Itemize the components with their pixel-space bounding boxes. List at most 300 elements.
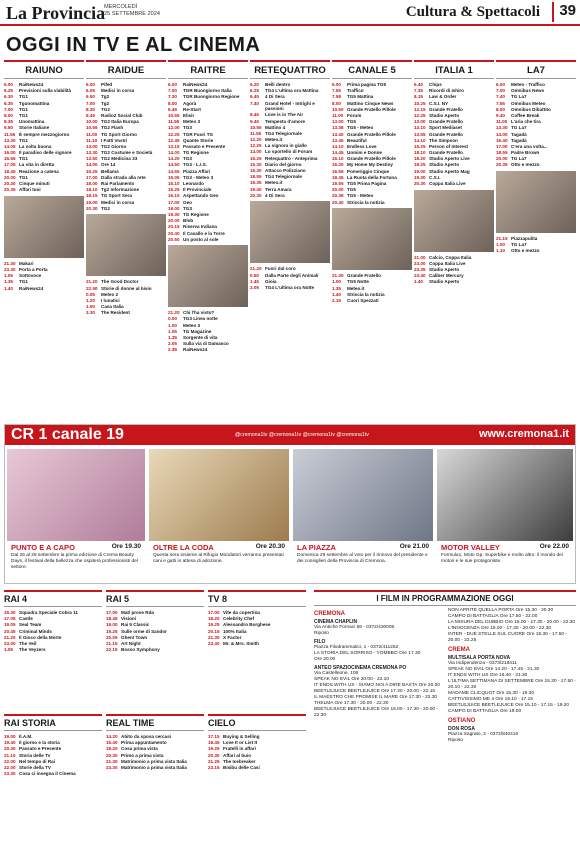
program-row <box>414 267 494 273</box>
program-time: 15.10 <box>168 181 180 186</box>
program-row <box>4 101 84 107</box>
tile-desc: Questa sera insieme al Rifugio Mondatori verranno presentati cani e gatti in attesa di adozione. <box>153 553 284 564</box>
program-row <box>332 162 412 168</box>
program-row <box>86 156 166 162</box>
program-title: Grande Fratello <box>429 150 463 156</box>
program-title: Prima appuntamento <box>121 740 167 746</box>
program-photo <box>414 190 494 252</box>
program-time: 7.55 <box>332 88 341 94</box>
program-row <box>414 132 494 138</box>
program-time: 11.00 <box>86 131 98 137</box>
film-entry: BEETLEJUICE BEETLEJUICE Ore 17.30 - 20.00 - 22.15 <box>314 689 436 694</box>
program-photo <box>4 196 84 258</box>
cinema-name: ANTEO SPAZIOCINEMA CREMONA PO <box>314 665 407 671</box>
program-row <box>86 169 166 175</box>
program-title: Terra Amara <box>265 186 292 192</box>
program-row <box>168 218 248 224</box>
program-row <box>106 622 204 628</box>
program-title: TG5 Mattina <box>347 94 374 100</box>
program-title: La volta buona <box>19 143 52 149</box>
program-row <box>168 138 248 144</box>
program-title: Studio Aperto <box>429 279 460 285</box>
program-row <box>414 261 494 267</box>
program-time: 20.35 <box>496 162 508 168</box>
program-title: Calcio, Coppa Italia <box>429 254 472 260</box>
program-row <box>332 279 412 285</box>
program-time: 14.00 <box>496 131 508 137</box>
program-row <box>86 94 166 100</box>
program-time: 21.30 <box>4 260 16 266</box>
program-row <box>4 740 102 746</box>
program-title: Vite da copertina <box>223 610 260 615</box>
film-entry: SPEAK NO EVIL Ore 14.20 - 17.45 - 21.30 <box>448 667 540 672</box>
program-row <box>86 125 166 131</box>
program-time: 19.00 <box>414 168 426 174</box>
program-row <box>4 629 102 635</box>
program-time: 18.20 <box>106 746 118 752</box>
program-row <box>414 107 494 113</box>
program-title: Buying & Selling <box>223 734 260 739</box>
program-row <box>168 341 248 347</box>
cinema-address: Piazza Sagrato, 2 - 0372/840416 <box>448 732 519 737</box>
program-row <box>168 237 248 243</box>
program-row <box>208 641 306 647</box>
program-title: Cosa ci insegna il Cinema <box>19 771 76 777</box>
program-time: 11.55 <box>4 131 16 137</box>
program-row <box>168 82 248 88</box>
program-title: Attacco Polizziano <box>265 168 306 174</box>
program-row <box>332 125 412 131</box>
program-title: Il paradiso delle signore <box>19 150 72 156</box>
bottom-channel-column <box>208 590 306 710</box>
program-title: Tgunomattina <box>19 100 50 106</box>
program-title: Caliber Mercury <box>429 273 464 279</box>
channel-column <box>168 60 248 420</box>
program-title: Coppa Italia Live <box>429 260 466 266</box>
program-time: 20.50 <box>168 236 180 242</box>
program-row <box>106 635 204 641</box>
tile-title: PUNTO E A CAPO <box>11 543 75 552</box>
bottom-channel-column <box>106 590 204 710</box>
program-title: Affari tuoi <box>19 187 41 193</box>
program-title: Aspettando Geo <box>183 193 219 199</box>
program-title: TG3 - L.I.S. <box>183 162 207 168</box>
program-title: Alessandro Borghese <box>223 622 271 628</box>
program-row <box>250 143 330 149</box>
program-title: Mattino Cinque News <box>347 100 394 106</box>
program-row <box>86 162 166 168</box>
program-time: 12.25 <box>250 143 262 149</box>
program-row <box>168 193 248 199</box>
program-title: C.S.I. NY <box>429 100 449 106</box>
program-photo <box>332 208 412 270</box>
program-time: 20.15 <box>168 224 180 230</box>
program-row <box>4 156 84 162</box>
program-title: Affari al buio <box>223 752 252 758</box>
program-row <box>4 82 84 88</box>
film-entry: LA STORIA DEL SORRISO - YOMBBO Ore 17.30 <box>314 651 421 656</box>
page-header <box>0 0 580 26</box>
program-title: Ghent Town <box>121 634 148 640</box>
program-time: 20.38 <box>332 193 344 199</box>
program-title: The Good Doctor <box>101 279 139 285</box>
program-time: 14.00 <box>250 149 262 155</box>
program-time: 6.00 <box>496 82 505 87</box>
program-time: 14.20 <box>106 734 118 739</box>
program-time: 16.15 <box>168 193 180 199</box>
program-title: Otto e mezzo <box>511 162 540 168</box>
tile-time: Ore 22.00 <box>539 543 569 550</box>
program-title: The Resident <box>101 310 130 316</box>
program-time: 17.15 <box>208 734 220 739</box>
program-title: Riserva Indiana <box>183 224 217 230</box>
program-title: Tempesta d'amore <box>265 118 306 124</box>
program-time: 17.00 <box>168 199 180 205</box>
program-title: Striscia la notizia <box>347 291 385 297</box>
channel-name: RAI 4 <box>4 590 102 607</box>
program-title: Law & Order <box>429 94 457 100</box>
program-row <box>496 236 576 242</box>
program-row <box>208 616 306 622</box>
program-row <box>168 101 248 107</box>
program-time: 20.40 <box>332 199 344 205</box>
program-time: 21.20 <box>250 266 262 272</box>
program-row <box>4 261 84 267</box>
program-time: 23.30 <box>4 771 16 777</box>
films-section <box>314 590 576 838</box>
program-title: Mr. & Mrs. Smith <box>223 640 259 646</box>
film-entry: SPEAK NO EVIL Ore 20.00 - 22.10 <box>314 677 390 682</box>
program-time: 7.55 <box>496 100 505 106</box>
program-time: 21.20 <box>4 634 16 640</box>
program-title: TG3 - Meteo 3 <box>183 174 214 180</box>
program-time: 14.10 <box>332 143 344 149</box>
program-title: Matrimonio a prima vista Italia <box>121 764 187 770</box>
program-row <box>168 94 248 100</box>
program-time: 7.00 <box>496 88 505 94</box>
program-title: TG2 <box>101 205 110 211</box>
program-time: 16.55 <box>332 168 344 174</box>
tile-time: Ore 20.30 <box>255 543 285 550</box>
program-title: Art Night <box>121 640 141 646</box>
program-row <box>414 150 494 156</box>
program-time: 9.45 <box>168 106 177 112</box>
program-row <box>208 765 306 771</box>
channel-name: RAIUNO <box>4 60 84 79</box>
program-title: My Home My Destiny <box>347 162 393 168</box>
program-title: La signora in giallo <box>265 143 307 149</box>
program-row <box>332 113 412 119</box>
program-time: 15.25 <box>86 168 98 174</box>
program-time: 1.35 <box>168 335 177 341</box>
program-time: 18.20 <box>208 616 220 622</box>
program-time: 19.00 <box>106 622 118 628</box>
program-row <box>250 131 330 137</box>
program-row <box>250 101 330 112</box>
program-row <box>496 119 576 125</box>
program-title: Makari <box>19 260 34 266</box>
program-row <box>168 187 248 193</box>
program-time: 1.05 <box>4 647 13 653</box>
program-row <box>496 107 576 113</box>
program-row <box>168 162 248 168</box>
program-title: RaiNews24 <box>19 285 44 291</box>
program-title: Pomeriggio Cinque <box>347 168 390 174</box>
program-title: Seal Team <box>19 622 42 628</box>
program-time: 8.45 <box>250 112 259 118</box>
tv-schedule-columns <box>4 60 576 420</box>
films-heading: I FILM IN PROGRAMMAZIONE OGGI <box>314 590 576 606</box>
channel-name: TV 8 <box>208 590 306 607</box>
program-row <box>496 150 576 156</box>
program-title: Grande Fratello <box>429 119 463 125</box>
program-time: 6.00 <box>168 82 177 87</box>
program-title: The Veil <box>19 640 37 646</box>
program-row <box>168 323 248 329</box>
program-row <box>168 113 248 119</box>
program-title: Un posto al sole <box>183 236 219 242</box>
program-time: 13.55 <box>414 131 426 137</box>
program-time: 7.40 <box>496 94 505 100</box>
program-title: Prima pagina TG5 <box>347 82 387 87</box>
program-row <box>168 175 248 181</box>
program-time: 1.35 <box>4 279 13 285</box>
bottom-section <box>4 590 576 838</box>
program-title: Mattino 4 <box>265 124 286 130</box>
program-title: TG4 Telegiornale <box>265 174 302 180</box>
program-title: Forum <box>347 112 362 118</box>
program-time: 23.40 <box>208 640 220 646</box>
channel-name: CIELO <box>208 714 306 731</box>
program-title: 4 Di Sera <box>265 94 285 100</box>
program-time: 17.05 <box>4 616 16 622</box>
program-row <box>332 107 412 113</box>
channel-column <box>250 60 330 420</box>
program-title: Piazzapulita <box>511 236 538 242</box>
program-title: Grand Hotel - Intrighi e passioni <box>265 100 315 112</box>
program-title: TG1 <box>19 106 28 112</box>
program-row <box>208 753 306 759</box>
program-row <box>250 137 330 143</box>
tile-time: Ore 19.30 <box>111 543 141 550</box>
program-time: 6.00 <box>4 82 13 87</box>
program-row <box>496 242 576 248</box>
program-title: Lo sportello di Forum <box>265 149 313 155</box>
program-row <box>250 285 330 291</box>
cinema-address: Via Castelleone, 108 <box>314 671 359 676</box>
program-title: The Icebreaker <box>223 758 256 764</box>
program-title: Uomini e Donne <box>347 150 382 156</box>
program-row <box>106 759 204 765</box>
program-time: 0.05 <box>86 291 95 297</box>
program-title: Studio Aperto Mag <box>429 168 470 174</box>
program-row <box>86 132 166 138</box>
program-row <box>4 746 102 752</box>
program-title: Reazione a catena <box>19 168 59 174</box>
program-title: TG Sport Giorno <box>101 131 137 137</box>
program-row <box>250 119 330 125</box>
program-title: TG5 <box>347 187 356 193</box>
program-time: 18.25 <box>414 162 426 168</box>
program-title: TG2 <box>101 106 110 112</box>
program-time: 16.10 <box>332 156 344 162</box>
program-time: 8.30 <box>86 106 95 112</box>
program-title: Sulle orme di Sandor <box>121 628 167 634</box>
program-title: TG Magazine <box>183 328 212 334</box>
program-row <box>4 113 84 119</box>
program-row <box>332 193 412 199</box>
program-title: Love is in The Air <box>265 112 304 118</box>
program-row <box>168 329 248 335</box>
program-row <box>332 187 412 193</box>
program-time: 22.00 <box>4 764 16 770</box>
program-title: Storie di donne al bivio <box>101 285 152 291</box>
program-time: 8.00 <box>496 106 505 112</box>
program-time: 12.15 <box>414 106 426 112</box>
program-time: 13.38 <box>332 125 344 131</box>
program-title: Abito da sposa cercasi <box>121 734 172 739</box>
program-time: 19.25 <box>106 628 118 634</box>
program-title: TG3 <box>183 125 192 131</box>
program-title: Bisibu delle Casi <box>223 764 260 770</box>
program-time: 21.15 <box>106 640 118 646</box>
program-row <box>106 647 204 653</box>
program-title: Dalla strada alla rete <box>101 174 146 180</box>
program-time: 14.50 <box>168 162 180 168</box>
program-title: TG3 <box>183 156 192 162</box>
program-title: TG5 - Meteo <box>347 125 374 131</box>
program-row <box>168 156 248 162</box>
program-title: Casa Italia <box>101 304 124 310</box>
program-row <box>86 181 166 187</box>
program-title: Piazza Affari <box>183 168 211 174</box>
program-time: 23.35 <box>414 266 426 272</box>
program-title: Beautiful <box>347 137 367 143</box>
program-row <box>168 125 248 131</box>
program-time: 20.35 <box>4 187 16 193</box>
films-left <box>314 608 442 719</box>
program-time: 20.00 <box>168 218 180 224</box>
program-time: 21.30 <box>332 273 344 279</box>
program-title: Belli dentro <box>265 82 291 87</box>
program-title: TG1 <box>19 94 28 100</box>
program-time: 7.40 <box>250 100 259 106</box>
program-time: 1.05 <box>4 273 13 279</box>
program-row <box>332 82 412 88</box>
program-time: 12.45 <box>168 137 180 143</box>
program-row <box>168 107 248 113</box>
program-row <box>250 273 330 279</box>
program-title: Nel tempo di Rai <box>19 758 55 764</box>
program-row <box>106 740 204 746</box>
program-row <box>4 181 84 187</box>
program-time: 12.25 <box>168 131 180 137</box>
program-row <box>250 279 330 285</box>
program-row <box>208 746 306 752</box>
program-row <box>4 765 102 771</box>
program-row <box>168 335 248 341</box>
program-time: 19.25 <box>208 746 220 752</box>
program-title: 4 Di Sera <box>265 192 285 198</box>
program-title: Coppa Italia Live <box>429 181 466 186</box>
channel-name: RETEQUATTRO <box>250 60 330 79</box>
program-title: La vita in diretta <box>19 162 55 168</box>
program-time: 11.10 <box>86 137 98 143</box>
tile-image <box>149 449 289 541</box>
program-time: 1.20 <box>86 297 95 303</box>
program-time: 13.00 <box>86 143 98 149</box>
program-row <box>168 212 248 218</box>
program-row <box>4 610 102 616</box>
program-title: TG5 - Meteo <box>347 193 374 199</box>
tile-desc: Formula1, Moto Gp, Superbike e molto altro: il mondo dei motori e le sue protagoniste. <box>441 553 563 564</box>
program-row <box>332 144 412 150</box>
program-time: 7.58 <box>332 94 341 100</box>
program-title: Il Cavallo e la Torre <box>183 230 225 236</box>
program-title: Striscia la notizia <box>347 199 385 205</box>
program-row <box>496 101 576 107</box>
program-row <box>250 180 330 186</box>
program-time: 17.00 <box>106 610 118 615</box>
cinema-name: CINEMA CHAPLIN <box>314 619 358 625</box>
program-row <box>496 88 576 94</box>
program-time: 2.05 <box>168 341 177 347</box>
program-row <box>86 150 166 156</box>
program-row <box>332 156 412 162</box>
program-title: 100% Italia <box>223 628 247 634</box>
program-time: 10.00 <box>86 119 98 125</box>
program-title: Grande Fratello Pillole <box>347 131 396 137</box>
section-title: Cultura & Spettacoli <box>405 4 540 20</box>
program-title: TG4 Telegiornale <box>265 130 302 136</box>
program-row <box>106 610 204 616</box>
program-time: 9.50 <box>4 125 13 131</box>
program-time: 13.30 <box>4 137 16 143</box>
program-title: Meteo - Traffico <box>511 82 545 87</box>
program-row <box>168 88 248 94</box>
program-time: 8.15 <box>414 94 423 100</box>
program-row <box>4 94 84 100</box>
program-time: 15.30 <box>4 610 16 615</box>
program-row <box>4 759 102 765</box>
program-title: Person of Interest <box>429 143 469 149</box>
bottom-channel-column <box>4 714 102 834</box>
city-name: CREMONA <box>314 611 345 617</box>
program-row <box>332 298 412 304</box>
program-row <box>106 746 204 752</box>
program-row <box>414 125 494 131</box>
social-handles: @cremona1tv @cremona1tv @cremona1tv @cremona1tv <box>235 432 369 438</box>
program-row <box>106 765 204 771</box>
program-time: 21.20 <box>168 310 180 316</box>
program-row <box>250 266 330 272</box>
channel-name: RAI STORIA <box>4 714 102 731</box>
program-time: 19.40 <box>4 740 16 746</box>
bottom-channel-column <box>208 714 306 834</box>
program-title: Re-Start <box>183 106 201 112</box>
program-time: 22.50 <box>86 285 98 291</box>
tile-image <box>437 449 573 541</box>
program-row <box>250 193 330 199</box>
program-row <box>414 156 494 162</box>
program-time: 19.40 <box>250 186 262 192</box>
program-row <box>208 610 306 616</box>
program-row <box>414 162 494 168</box>
program-time: 17.00 <box>86 174 98 180</box>
program-row <box>250 162 330 168</box>
program-title: RaiNews24 <box>183 347 208 353</box>
program-title: TG3 <box>183 205 192 211</box>
